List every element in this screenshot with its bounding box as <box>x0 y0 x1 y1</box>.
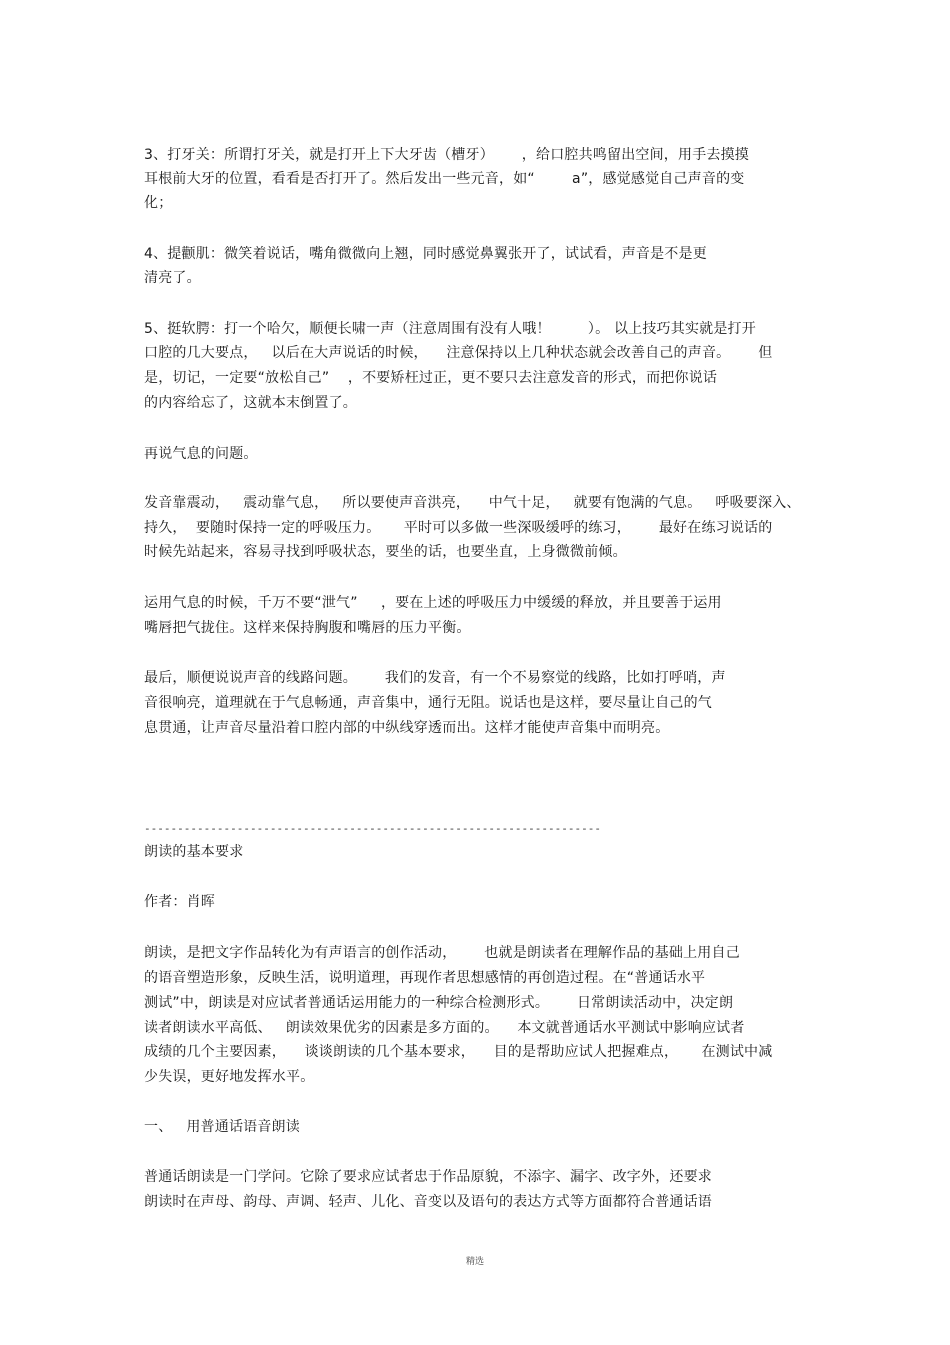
voice-path-line-3: 息贯通，让声音尽量沿着口腔内部的中纵线穿透而出。这样才能使声音集中而明亮。 <box>144 720 670 736</box>
para-5-line-1: 5、挺软腭：打一个哈欠，顺便长啸一声（注意周围有没有人哦！ ）。 以上技巧其实就是打开 <box>144 321 756 337</box>
para-5-line-4: 的内容给忘了，这就本末倒置了。 <box>144 395 357 411</box>
intro-line-6: 少失误，更好地发挥水平。 <box>144 1069 315 1085</box>
breath-para-line-1: 发音靠震动， 震动靠气息， 所以要使声音洪亮， 中气十足， 就要有饱满的气息。 呼吸要深入、 <box>144 495 801 511</box>
separator-dashes: --------------------------------------------------------------------- <box>144 822 601 835</box>
para-5-line-2: 口腔的几大要点， 以后在大声说话的时候， 注意保持以上几种状态就会改善自己的声音。 但 <box>144 345 773 361</box>
section-heading: 一、 用普通话语音朗读 <box>144 1119 300 1135</box>
intro-line-3: 测试”中，朗读是对应试者普通话运用能力的一种综合检测形式。 日常朗读活动中，决定朗 <box>144 995 734 1011</box>
voice-path-line-1: 最后，顺便说说声音的线路问题。 我们的发音，有一个不易察觉的线路，比如打呼哨，声 <box>144 670 726 686</box>
section-line-2: 朗读时在声母、韵母、声调、轻声、儿化、音变以及语句的表达方式等方面都符合普通话语 <box>144 1194 712 1210</box>
para-4-line-2: 清亮了。 <box>144 270 201 286</box>
para-5-line-3: 是，切记，一定要“放松自己” ，不要矫枉过正，更不要只去注意发音的形式，而把你说话 <box>144 370 718 386</box>
page-footer: 精选 <box>465 1257 484 1267</box>
voice-path-line-2: 音很响亮，道理就在于气息畅通，声音集中，通行无阻。说话也是这样，要尽量让自己的气 <box>144 695 712 711</box>
breath-intro: 再说气息的问题。 <box>144 446 258 462</box>
para-3-line-1: 3、打牙关：所谓打牙关，就是打开上下大牙齿（槽牙） ，给口腔共鸣留出空间，用手去摸摸 <box>144 147 750 163</box>
para-3-line-3: 化； <box>144 195 173 211</box>
intro-line-4: 读者朗读水平高低、 朗读效果优劣的因素是多方面的。 本文就普通话水平测试中影响应试者 <box>144 1020 745 1036</box>
article-author: 作者：肖晖 <box>144 894 215 910</box>
intro-line-2: 的语音塑造形象，反映生活，说明道理，再现作者思想感情的再创造过程。在“普通话水平 <box>144 970 706 986</box>
breath-para-line-3: 时候先站起来，容易寻找到呼吸状态，要坐的话，也要坐直，上身微微前倾。 <box>144 544 627 560</box>
use-breath-line-2: 嘴唇把气拢住。这样来保持胸腹和嘴唇的压力平衡。 <box>144 620 471 636</box>
para-4-line-1: 4、提颧肌：微笑着说话，嘴角微微向上翘，同时感觉鼻翼张开了，试试看，声音是不是更 <box>144 246 707 262</box>
section-line-1: 普通话朗读是一门学问。它除了要求应试者忠于作品原貌，不添字、漏字、改字外，还要求 <box>144 1169 712 1185</box>
breath-para-line-2: 持久， 要随时保持一定的呼吸压力。 平时可以多做一些深吸缓呼的练习， 最好在练习说话的 <box>144 520 773 536</box>
use-breath-line-1: 运用气息的时候，千万不要“泄气” ，要在上述的呼吸压力中缓缓的释放，并且要善于运用 <box>144 595 722 611</box>
article-title: 朗读的基本要求 <box>144 844 244 860</box>
para-3-line-2: 耳根前大牙的位置，看看是否打开了。然后发出一些元音，如“ a”，感觉感觉自己声音的变 <box>144 171 745 187</box>
intro-line-1: 朗读，是把文字作品转化为有声语言的创作活动， 也就是朗读者在理解作品的基础上用自己 <box>144 945 740 961</box>
intro-line-5: 成绩的几个主要因素， 谈谈朗读的几个基本要求， 目的是帮助应试人把握难点， 在测试中减 <box>144 1044 773 1060</box>
